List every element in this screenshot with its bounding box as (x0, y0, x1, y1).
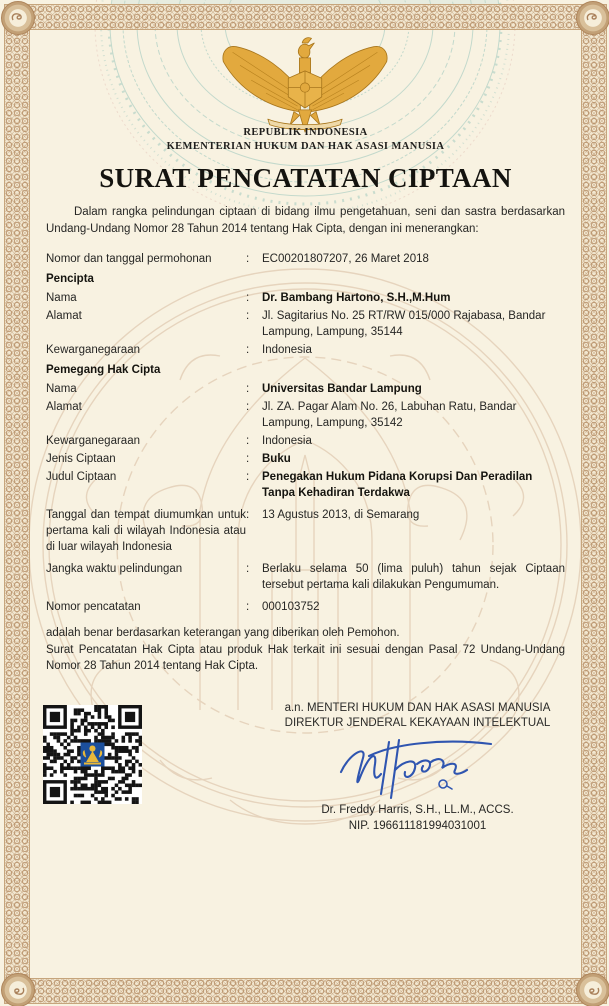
handwritten-signature-icon (323, 732, 513, 802)
ministry-header: KEMENTERIAN HUKUM DAN HAK ASASI MANUSIA (166, 141, 445, 152)
field-row-protection-period: Jangka waktu pelindungan : Berlaku selama 50 (lima puluh) tahun sejak Ciptaan tersebut pertama kali dilakukan Pengumuman. (46, 563, 565, 591)
closing-line1: adalah benar berdasarkan keterangan yang diberikan oleh Pemohon. (46, 627, 400, 639)
colon: : (246, 509, 250, 521)
section-header-copyright-holder: Pemegang Hak Cipta (46, 364, 161, 376)
colon: : (246, 453, 250, 465)
colon: : (246, 292, 250, 304)
closing-line2: Surat Pencatatan Hak Cipta atau produk Hak terkait ini sesuai dengan Pasal 72 Undang-Undang Nomor 28 Tahun 2014 tentang Hak Cipta. (46, 643, 565, 672)
colon: : (246, 471, 250, 483)
field-row-creator-name: Nama : Dr. Bambang Hartono, S.H.,M.Hum (46, 292, 451, 304)
directorate-line: DIREKTUR JENDERAL KEKAYAAN INTELEKTUAL (284, 716, 551, 729)
field-row-first-publication: Tanggal dan tempat diumumkan untuk pertama kali di wilayah Indonesia atau di luar wilayah Indonesia : 13 Agustus 2013, di Semarang (46, 509, 420, 553)
field-row-application-number: Nomor dan tanggal permohonan : EC00201807207, 26 Maret 2018 (46, 253, 429, 265)
certificate-title: SURAT PENCATATAN CIPTAAN (99, 163, 512, 193)
signature-area (46, 701, 565, 851)
colon: : (246, 563, 250, 575)
colon: : (246, 383, 250, 395)
colon: : (246, 435, 250, 447)
field-row-work-title: Judul Ciptaan : Penegakan Hukum Pidana Korupsi Dan Peradilan Tanpa Kehadiran Terdakwa (46, 471, 533, 499)
colon: : (246, 253, 250, 265)
field-row-registration-number: Nomor pencatatan : 000103752 (46, 601, 320, 613)
colon: : (246, 401, 250, 413)
colon: : (246, 310, 250, 322)
qr-code (43, 705, 142, 804)
country-header: REPUBLIK INDONESIA (243, 127, 368, 138)
field-row-holder-address: Alamat : Jl. ZA. Pagar Alam No. 26, Labuhan Ratu, Bandar Lampung, Lampung, 35142 (46, 401, 517, 429)
field-row-holder-name: Nama : Universitas Bandar Lampung (46, 383, 422, 395)
field-row-work-type: Jenis Ciptaan : Buku (46, 453, 291, 465)
colon: : (246, 344, 250, 356)
section-header-creator: Pencipta (46, 273, 94, 285)
closing-statement (46, 625, 565, 675)
signature-block (270, 701, 565, 834)
signer-nip: NIP. 196611181994031001 (348, 819, 487, 832)
on-behalf-line: a.n. MENTERI HUKUM DAN HAK ASASI MANUSIA (284, 701, 551, 714)
signer-name: Dr. Freddy Harris, S.H., LL.M., ACCS. (321, 803, 514, 816)
intro-paragraph: Dalam rangka pelindungan ciptaan di bidang ilmu pengetahuan, seni dan sastra berdasarkan Undang-Undang Nomor 28 Tahun 2014 tentang Hak Cipta, dengan ini menerangkan: (46, 206, 565, 235)
field-row-creator-nationality: Kewarganegaraan : Indonesia (46, 344, 312, 356)
field-row-creator-address: Alamat : Jl. Sagitarius No. 25 RT/RW 015/000 Rajabasa, Bandar Lampung, Lampung, 35144 (46, 310, 546, 338)
field-row-holder-nationality: Kewarganegaraan : Indonesia (46, 435, 312, 447)
colon: : (246, 601, 250, 613)
